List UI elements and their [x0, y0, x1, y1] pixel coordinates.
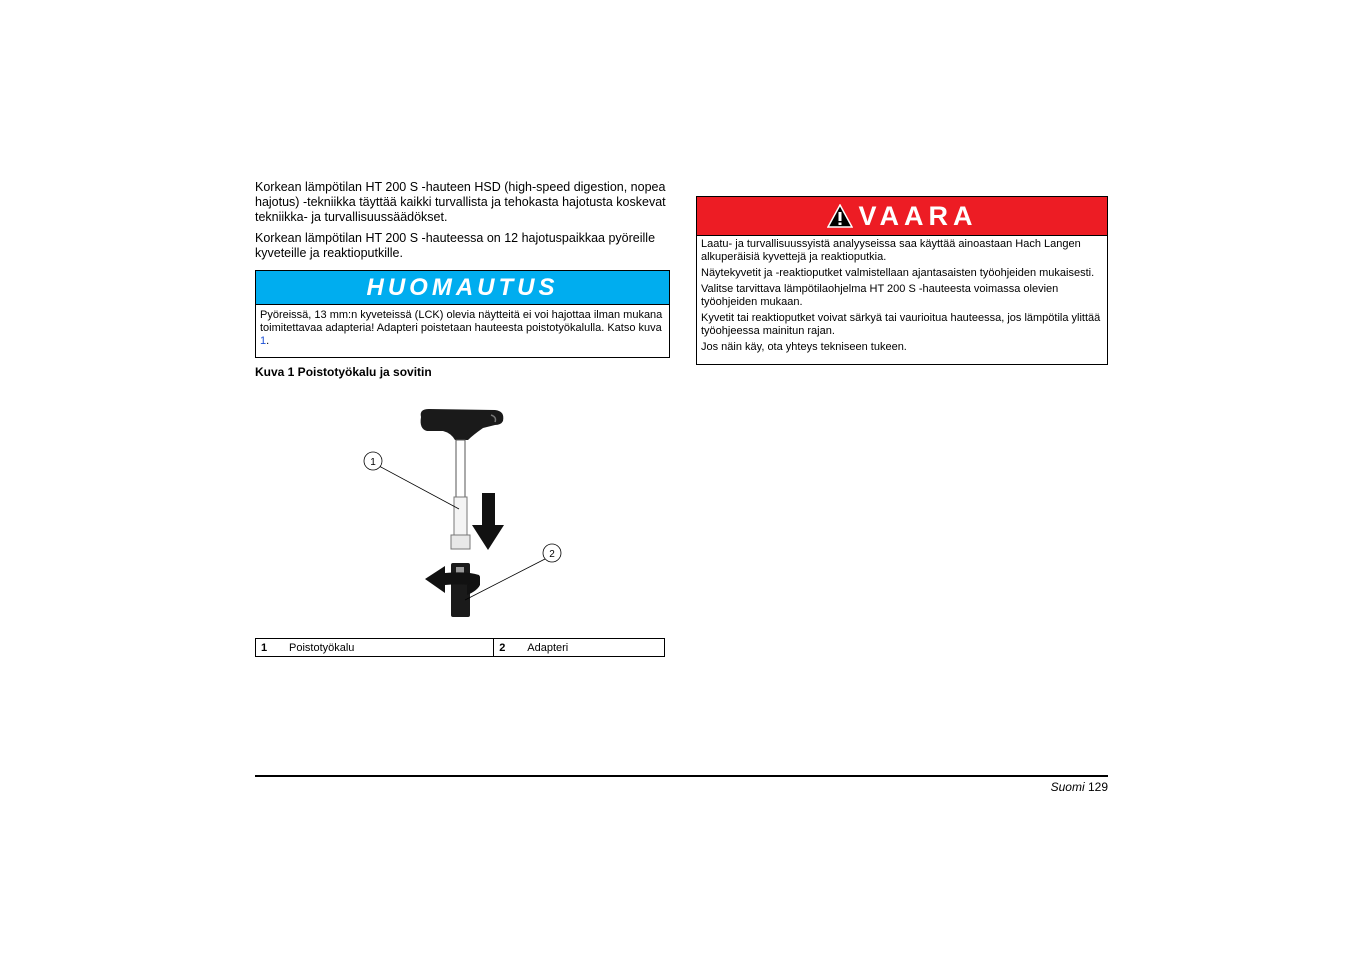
danger-box: [696, 196, 1108, 365]
footer-language: Suomi: [1050, 780, 1085, 794]
tool-handle: [421, 409, 504, 440]
danger-item: Valitse tarvittava lämpötilaohjelma HT 200 S -hauteesta voimassa olevien työohjeiden mukaan.: [701, 283, 1059, 308]
danger-item: Kyvetit tai reaktioputket voivat särkyä tai vaurioitua hauteessa, jos lämpötila ylittää työohjeessa mainitun rajan.: [701, 312, 1101, 337]
down-arrow-icon: [472, 493, 504, 550]
notice-text: [256, 305, 669, 357]
callout-2: 2: [549, 549, 555, 560]
notice-heading: HUOMAUTUS: [256, 271, 669, 305]
removal-tool-figure: [355, 395, 575, 625]
callout-1: 1: [370, 457, 376, 468]
warning-triangle-icon: [827, 204, 853, 228]
page-footer: [1051, 780, 1108, 794]
figure-link[interactable]: 1: [260, 335, 267, 347]
danger-item: Näytekyvetit ja -reaktioputket valmistellaan ajantasaisten työohjeiden mukaisesti.: [701, 267, 1095, 279]
legend-label: Poistotyökalu: [284, 639, 494, 657]
danger-item: Jos näin käy, ota yhteys tekniseen tukeen.: [701, 341, 907, 353]
danger-heading: VAARA: [858, 200, 978, 231]
figure-legend: [255, 638, 665, 657]
danger-heading-bar: [697, 197, 1107, 236]
legend-label: Adapteri: [522, 639, 664, 657]
danger-text: [697, 236, 1107, 364]
notice-text-end: .: [266, 335, 270, 347]
intro-paragraph-1: Korkean lämpötilan HT 200 S -hauteen HSD (high-speed digestion, nopea hajotus) -tekniikka täyttää kaikki turvallista ja tehokasta hajotusta koskevat tekniikka- ja turvallisuussäädökset.: [255, 180, 666, 224]
footer-rule: [255, 775, 1108, 777]
legend-number: 2: [494, 639, 523, 657]
notice-text-main: Pyöreissä, 13 mm:n kyveteissä (LCK) olevia näytteitä ei voi hajottaa ilman mukana toimitettavaa adapteria! Adapteri poistetaan hauteesta poistotyökalulla. Katso kuva: [260, 309, 663, 334]
legend-row: [256, 639, 665, 657]
figure-caption: Kuva 1 Poistotyökalu ja sovitin: [255, 365, 432, 379]
notice-box: [255, 270, 670, 358]
page-number: 129: [1087, 780, 1108, 794]
intro-paragraph-2: Korkean lämpötilan HT 200 S -hauteessa on 12 hajotuspaikkaa pyöreille kyveteille ja reaktioputkille.: [255, 231, 656, 260]
legend-number: 1: [256, 639, 285, 657]
danger-item: Laatu- ja turvallisuussyistä analyyseissa saa käyttää ainoastaan Hach Langen alkuperäisiä kyvettejä ja reaktioputkia.: [701, 238, 1081, 263]
